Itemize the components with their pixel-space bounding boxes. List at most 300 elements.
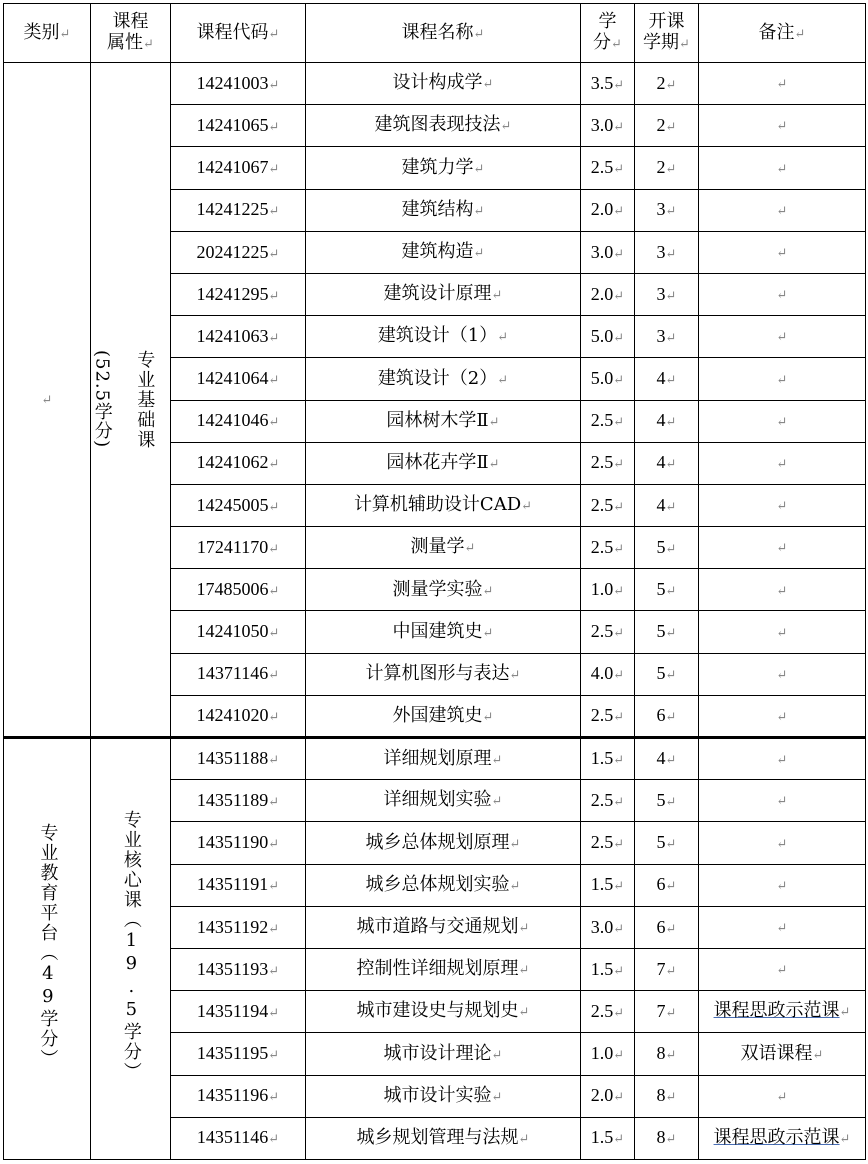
course-note [699,400,866,442]
group1-attribute-cell [91,63,171,738]
course-name [306,991,581,1033]
course-credits [581,63,635,105]
course-note-text: 双语课程 [740,1042,813,1064]
paragraph-mark: ↵ [613,921,625,937]
course-semester-text: 4 [656,410,666,431]
paragraph-mark: ↵ [613,753,625,769]
course-name-text: 测量学实验 [392,578,483,600]
course-semester-text: 8 [656,1043,666,1064]
course-semester-text: 8 [656,1085,666,1106]
paragraph-mark: ↵ [665,415,677,431]
paragraph-mark: ↵ [518,921,530,936]
paragraph-mark: ↵ [268,963,280,979]
paragraph-mark: ↵ [268,77,280,93]
header-attribute: 课程 属性↵ [91,4,171,63]
paragraph-mark: ↵ [776,667,788,683]
course-credits [581,231,635,273]
course-code [171,695,306,737]
course-name-text: 建筑图表现技法 [374,114,501,136]
course-code [171,442,306,484]
paragraph-mark: ↵ [776,836,788,852]
course-note-text: 课程思政示范课 [713,1126,840,1148]
paragraph-mark: ↵ [482,77,494,93]
course-credits-text: 2.0 [590,283,614,304]
course-name [306,695,581,737]
course-name [306,738,581,780]
course-semester-text: 7 [656,958,666,979]
paragraph-mark: ↵ [268,753,280,769]
paragraph-mark: ↵ [491,794,503,810]
course-note [699,105,866,147]
course-name [306,442,581,484]
paragraph-mark: ↵ [268,794,280,810]
course-credits [581,105,635,147]
group2-category-text: 专业教育平台（49学分） [37,823,59,1070]
paragraph-mark: ↵ [776,752,788,768]
course-code [171,1033,306,1075]
paragraph-mark: ↵ [613,1132,625,1148]
course-semester [635,864,699,906]
paragraph-mark: ↵ [268,246,280,262]
header-credits: 学 分↵ [581,4,635,63]
course-name [306,358,581,400]
paragraph-mark: ↵ [518,1131,530,1147]
header-code: 课程代码↵ [171,4,306,63]
paragraph-mark: ↵ [268,119,280,135]
course-semester [635,147,699,189]
course-name [306,822,581,864]
paragraph-mark: ↵ [665,499,677,515]
course-semester [635,906,699,948]
paragraph-mark: ↵ [839,1131,851,1147]
paragraph-mark: ↵ [268,710,280,726]
course-note [699,991,866,1033]
course-credits-text: 1.0 [590,579,614,599]
paragraph-mark: ↵ [776,625,788,641]
course-semester-text: 8 [656,1127,666,1148]
paragraph-mark: ↵ [665,1005,677,1021]
group1-attribute-sub: (52.5学分) [91,350,113,449]
paragraph-mark: ↵ [613,77,625,93]
course-name [306,400,581,442]
paragraph-mark: ↵ [776,541,788,557]
course-note [699,527,866,569]
paragraph-mark: ↵ [268,288,280,304]
group1-category-cell [4,63,91,738]
paragraph-mark: ↵ [473,246,485,261]
course-credits [581,864,635,906]
course-credits-text: 5.0 [590,368,614,389]
paragraph-mark: ↵ [613,373,625,389]
paragraph-mark: ↵ [613,668,625,684]
course-semester-text: 5 [656,579,666,599]
course-code [171,653,306,695]
course-semester [635,63,699,105]
course-name-text: 建筑设计原理 [383,283,492,305]
paragraph-mark: ↵ [665,1048,677,1064]
paragraph-mark: ↵ [497,372,509,388]
paragraph-mark: ↵ [268,1132,280,1148]
table-row [4,63,866,105]
course-code-text: 14351195 [196,1043,269,1064]
paragraph-mark: ↵ [488,456,500,472]
course-semester [635,569,699,611]
course-credits-text: 1.5 [590,748,614,769]
course-credits [581,569,635,611]
course-code [171,316,306,358]
paragraph-mark: ↵ [776,709,788,725]
course-code-text: 14351189 [196,789,269,810]
course-credits [581,991,635,1033]
course-code [171,569,306,611]
paragraph-mark: ↵ [509,667,521,683]
course-name [306,780,581,822]
course-semester-text: 5 [656,536,666,557]
course-name [306,273,581,315]
course-code-text: 14351188 [196,748,269,769]
paragraph-mark: ↵ [613,1090,625,1106]
paragraph-mark: ↵ [268,457,280,473]
course-credits [581,948,635,990]
paragraph-mark: ↵ [491,1047,503,1063]
paragraph-mark: ↵ [268,626,280,642]
course-code-text: 14351193 [196,958,269,979]
course-name-text: 详细规划实验 [383,789,492,811]
course-semester [635,527,699,569]
paragraph-mark: ↵ [482,625,494,641]
course-code-text: 14351196 [196,1085,269,1106]
course-note [699,1075,866,1117]
paragraph-mark: ↵ [497,330,509,346]
paragraph-mark: ↵ [613,541,625,557]
group2-category-cell [4,738,91,1160]
course-note [699,273,866,315]
paragraph-mark: ↵ [268,499,280,515]
course-code [171,906,306,948]
course-semester-text: 4 [656,368,666,389]
paragraph-mark: ↵ [268,1005,280,1021]
paragraph-mark: ↵ [776,794,788,810]
course-code-text: 14241065 [196,114,269,135]
course-semester-text: 6 [656,874,666,895]
course-semester-text: 3 [656,283,666,304]
course-semester-text: 5 [656,621,666,642]
course-semester-text: 3 [656,325,666,346]
course-name-text: 城乡总体规划原理 [365,831,510,853]
group2-attribute-text: 专业核心课（19.5学分） [120,810,142,1083]
paragraph-mark: ↵ [491,1089,503,1105]
course-code [171,147,306,189]
course-semester [635,316,699,358]
course-credits [581,1033,635,1075]
paragraph-mark: ↵ [464,541,476,557]
course-name-text: 测量学 [410,536,465,558]
paragraph-mark: ↵ [613,626,625,642]
header-name: 课程名称↵ [306,4,581,63]
course-semester [635,442,699,484]
paragraph-mark: ↵ [268,204,280,220]
course-name-text: 建筑构造 [401,241,474,262]
course-name-text: 外国建筑史 [392,704,483,726]
course-code [171,105,306,147]
paragraph-mark: ↵ [665,246,677,262]
course-name [306,231,581,273]
course-code-text: 14245005 [196,494,269,515]
paragraph-mark: ↵ [665,330,677,346]
paragraph-mark: ↵ [613,330,625,346]
course-note [699,484,866,526]
paragraph-mark: ↵ [776,414,788,430]
course-code-text: 14351192 [196,916,269,937]
course-note [699,948,866,990]
course-note [699,653,866,695]
paragraph-mark: ↵ [776,246,788,261]
course-note [699,695,866,737]
course-semester [635,231,699,273]
course-name [306,948,581,990]
paragraph-mark: ↵ [268,879,280,895]
course-note [699,569,866,611]
course-name [306,105,581,147]
course-note [699,906,866,948]
paragraph-mark: ↵ [613,794,625,810]
paragraph-mark: ↵ [613,162,625,178]
course-code-text: 14241295 [196,283,269,304]
paragraph-mark: ↵ [613,288,625,304]
course-credits [581,611,635,653]
course-code [171,864,306,906]
course-credits-text: 2.0 [590,1085,614,1106]
course-semester [635,991,699,1033]
course-name-text: 城市设计理论 [383,1042,492,1064]
paragraph-mark: ↵ [613,204,625,220]
course-name-text: 建筑设计（1） [377,325,498,347]
course-credits-text: 3.0 [590,916,614,937]
course-credits-text: 1.5 [590,1127,614,1148]
course-code-text: 20241225 [196,241,269,262]
course-note [699,358,866,400]
table-row [4,738,866,780]
course-credits-text: 2.5 [590,1000,614,1021]
paragraph-mark: ↵ [613,1048,625,1064]
course-semester-text: 3 [656,199,666,220]
course-credits [581,780,635,822]
paragraph-mark: ↵ [268,668,280,684]
course-semester-text: 7 [656,1000,666,1021]
course-credits-text: 2.5 [590,789,614,810]
course-semester [635,695,699,737]
course-credits-text: 3.0 [590,114,614,135]
paragraph-mark: ↵ [268,162,280,178]
paragraph-mark: ↵ [665,753,677,769]
course-name-text: 建筑结构 [401,198,474,220]
course-name-text: 城乡规划管理与法规 [356,1126,519,1148]
course-code [171,273,306,315]
course-code-text: 17485006 [196,579,269,599]
course-code [171,611,306,653]
paragraph-mark: ↵ [41,393,53,409]
paragraph-mark: ↵ [613,415,625,431]
course-credits-text: 2.5 [590,832,614,853]
course-code-text: 14241064 [196,368,269,389]
course-semester [635,948,699,990]
paragraph-mark: ↵ [776,963,788,979]
course-note [699,1033,866,1075]
course-name [306,527,581,569]
paragraph-mark: ↵ [665,963,677,979]
course-name [306,653,581,695]
course-code [171,63,306,105]
group1-attribute-main: 专业基础课 [134,349,156,450]
paragraph-mark: ↵ [268,541,280,557]
paragraph-mark: ↵ [776,583,788,599]
course-code-text: 14241067 [196,157,269,178]
course-note [699,780,866,822]
course-credits [581,400,635,442]
course-credits-text: 2.5 [590,621,614,642]
course-credits [581,316,635,358]
paragraph-mark: ↵ [613,457,625,473]
paragraph-mark: ↵ [268,584,280,599]
course-credits-text: 1.5 [590,874,614,895]
paragraph-mark: ↵ [473,161,485,177]
course-code [171,189,306,231]
course-credits [581,738,635,780]
course-name-text: 建筑设计（2） [377,367,498,389]
course-note [699,611,866,653]
course-semester [635,611,699,653]
paragraph-mark: ↵ [613,584,625,599]
course-semester-text: 3 [656,241,666,262]
paragraph-mark: ↵ [776,921,788,936]
paragraph-mark: ↵ [665,373,677,389]
course-semester [635,358,699,400]
course-code [171,948,306,990]
course-note [699,738,866,780]
header-row [4,4,866,63]
course-credits-text: 2.5 [590,494,614,515]
course-credits-text: 4.0 [590,663,614,684]
course-name-text: 园林树木学Ⅱ [386,409,489,431]
course-code-text: 17241170 [196,536,269,557]
course-code [171,231,306,273]
course-credits-text: 1.5 [590,958,614,979]
paragraph-mark: ↵ [613,499,625,515]
paragraph-mark: ↵ [665,77,677,93]
paragraph-mark: ↵ [665,837,677,853]
paragraph-mark: ↵ [268,837,280,853]
paragraph-mark: ↵ [491,752,503,768]
course-credits-text: 2.5 [590,705,614,726]
course-credits [581,189,635,231]
paragraph-mark: ↵ [665,879,677,895]
course-code-text: 14351146 [196,1127,269,1148]
course-code [171,527,306,569]
paragraph-mark: ↵ [488,414,500,430]
course-semester [635,738,699,780]
paragraph-mark: ↵ [268,1090,280,1106]
course-semester [635,1033,699,1075]
paragraph-mark: ↵ [776,1089,788,1105]
header-semester: 开课 学期↵ [635,4,699,63]
paragraph-mark: ↵ [491,288,503,304]
paragraph-mark: ↵ [482,583,494,599]
paragraph-mark: ↵ [665,541,677,557]
table-body [4,63,866,1160]
paragraph-mark: ↵ [665,1132,677,1148]
course-code [171,1075,306,1117]
course-credits-text: 2.5 [590,452,614,473]
paragraph-mark: ↵ [613,837,625,853]
paragraph-mark: ↵ [776,372,788,388]
course-note [699,189,866,231]
paragraph-mark: ↵ [473,203,485,219]
paragraph-mark: ↵ [812,1047,824,1063]
course-credits [581,822,635,864]
course-code-text: 14241050 [196,621,269,642]
course-note [699,231,866,273]
course-credits-text: 5.0 [590,325,614,346]
course-name [306,611,581,653]
course-name-text: 城市建设史与规划史 [356,1000,519,1022]
course-credits-text: 2.5 [590,157,614,178]
paragraph-mark: ↵ [776,119,788,135]
paragraph-mark: ↵ [268,1048,280,1064]
course-semester [635,1075,699,1117]
paragraph-mark: ↵ [518,1005,530,1021]
course-code-text: 14241225 [196,199,269,220]
course-name [306,316,581,358]
course-name-text: 计算机图形与表达 [365,662,510,684]
group2-attribute-cell [91,738,171,1160]
course-code [171,400,306,442]
paragraph-mark: ↵ [268,415,280,431]
course-credits [581,358,635,400]
paragraph-mark: ↵ [776,77,788,93]
paragraph-mark: ↵ [665,668,677,684]
course-name [306,1075,581,1117]
course-name-text: 中国建筑史 [392,620,483,642]
course-code-text: 14351191 [196,874,269,895]
course-name [306,484,581,526]
course-credits [581,527,635,569]
paragraph-mark: ↵ [665,119,677,135]
paragraph-mark: ↵ [665,288,677,304]
course-name [306,147,581,189]
paragraph-mark: ↵ [665,584,677,599]
course-code [171,358,306,400]
course-credits [581,1075,635,1117]
course-credits [581,442,635,484]
paragraph-mark: ↵ [776,878,788,894]
course-name [306,63,581,105]
course-code [171,1117,306,1159]
paragraph-mark: ↵ [665,204,677,220]
course-name-text: 设计构成学 [392,72,483,94]
paragraph-mark: ↵ [613,119,625,135]
paragraph-mark: ↵ [509,836,521,852]
course-semester [635,780,699,822]
course-name-text: 城市设计实验 [383,1084,492,1106]
course-semester-text: 2 [656,72,666,93]
course-code-text: 14241063 [196,325,269,346]
paragraph-mark: ↵ [776,288,788,304]
course-note [699,442,866,484]
paragraph-mark: ↵ [665,921,677,937]
course-name-text: 计算机辅助设计CAD [353,494,522,516]
paragraph-mark: ↵ [500,119,512,135]
course-table-wrapper [3,3,865,1160]
